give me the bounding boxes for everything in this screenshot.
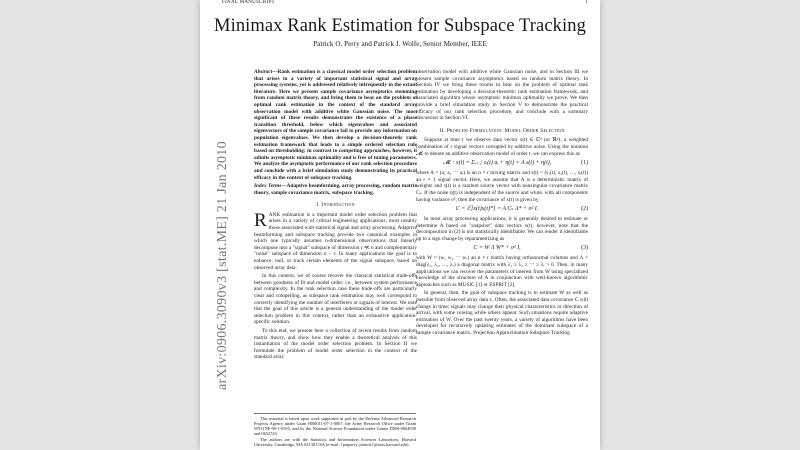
intro-paragraph-2: In this context, we of course recover the classical statistical trade-offs between goodness of fit and model order; i.e., between system performance and complexity. In the rank selection case these trade-offs are particularly clear and compelling, as subspace rank estimation may well correspond to correctly identifying the number of interferers or signals of interest. We note that the goal of this article is a general understanding of the model order selection problem in this context, rather than an exhaustive application-specific solution. xyxy=(254,273,417,326)
index-terms xyxy=(254,183,417,196)
left-column xyxy=(254,69,417,363)
equation-1-body: 𝓜ᵣ : x(t) = Σᵢ₌₁ʳ sᵢ(t) aᵢ + η(t) = A s(t) + η(t), xyxy=(442,160,552,167)
dropcap: R xyxy=(254,209,267,231)
section-heading-introduction: I. Introduction xyxy=(316,202,355,209)
abstract-text: —Rank estimation is a classical model order selection problem that arises in a variety of important statistical signal and array processing systems, yet is addressed relatively infrequently in the extant literature. Here we present sample covariance asymptotics stemming from random matrix theory, and bring them to bear on the problem of optimal rank estimation in the context of the standard array observation model with additive white Gaussian noise. The most significant of these results demonstrates the existence of a phase transition threshold, below which eigenvalues and associated eigenvectors of the sample covariance fail to provide any information on population eigenvalues. We then develop a decision-theoretic rank estimation framework that leads to a simple ordered selection rule based on thresholding; in contrast to competing approaches, however, it admits asymptotic minimax optimality and is free of tuning parameters. We analyze the asymptotic performance of our rank selection procedure and conclude with a brief simulation study demonstrating its practical efficacy in the context of subspace tracking. xyxy=(254,69,417,181)
section-heading-problem-formulation: II. Problem Formulation: Model Order Selection xyxy=(439,127,565,134)
right-paragraph-5: In general, then, the goal of subspace tracking is to estimate W as well as possible from observed array data x. Often, the associated data covariance C will change in time; signals may change their physical characteristics or direction of arrival, with some ceasing while others appear. Such situations require adaptive estimation of W. Over the past twenty years, a variety of algorithms have been developed for recursively updating estimates of the dominant subspace of a sample covariance matrix. Projection Approximation Subspace Tracking xyxy=(416,290,588,336)
right-paragraph-1: Suppose at time t we observe data vector x(t) ∈ ℂⁿ (or ℝⁿ), a weighted combination of r signal vectors corrupted by additive noise. Using the notation 𝓜ᵣ to denote an additive observation model of order r, we can express this as xyxy=(416,137,588,157)
right-column xyxy=(416,69,588,339)
equation-1-number: (1) xyxy=(581,160,588,167)
equation-1 xyxy=(416,160,588,167)
equation-2-number: (2) xyxy=(581,206,588,213)
abstract xyxy=(254,69,417,181)
equation-2 xyxy=(416,206,588,213)
viewer-background-right xyxy=(600,0,800,450)
abstract-lead: Abstract xyxy=(254,69,273,75)
intro-paragraph-1 xyxy=(254,209,417,271)
paper-authors: Patrick O. Perry and Patrick J. Wolfe, Senior Member, IEEE xyxy=(313,40,487,48)
right-paragraph-4: with W = (w₁ w₂ ⋯ wᵣ) an n × r matrix having orthonormal columns and Λ = diag(λ₁, λ₂, …, λᵣ) a diagonal matrix with λ₁ ≥ λ₂ ≥ ⋯ ≥ λᵣ > 0. Then, in many applications we can recover the parameters of interest from W using specialized knowledge of the structure of A in conjunction with well-known algorithmic approaches such as MUSIC [1] or ESPRIT [2]. xyxy=(416,255,588,288)
right-paragraph-0: observation model with additive white Gaussian noise, and in Section III we present sample covariance asymptotics based on random matrix theory. In Section IV we bring these results to bear on the problem of optimal rank estimation by developing a decision-theoretic rank estimation framework, and associated algorithm whose asymptotic minimax optimality we prove. We then provide a brief simulation study in Section V to demonstrate the practical efficacy of our rank selection procedure, and conclude with a summary discussion in Section VI. xyxy=(416,69,588,122)
equation-3 xyxy=(416,245,588,252)
footnote-funding: This material is based upon work supported in part by the Defense Advanced Research Projects Agency under Grant HR0011-07-1-0007, the Army Research Office under Grant W911NF-09-1-0555, and by the National Science Foundation under Grants DMS-0604939 and 0652743. xyxy=(254,416,416,436)
index-terms-lead: Index Terms xyxy=(254,183,282,190)
footnote-affiliation: The authors are with the Statistics and Information Sciences Laboratory, Harvard University, Cambridge, MA 02138 USA (e-mail: {patperry, patrick}@seas.harvard.edu). xyxy=(254,437,416,447)
index-terms-text: —Adaptive beamforming, array processing, random matrix theory, sample covariance matrix, subspace tracking. xyxy=(254,183,417,196)
equation-3-body: C = W Λ W* + σ² I, xyxy=(473,245,521,252)
intro-paragraph-1-text: ANK estimation is a important model order selection problem that arises in a variety of critical engineering applications, most notably those associated with statistical signal and array processing. Adaptive beamforming and subspace tracking provide two canonical examples in which one typically assumes n-dimensional observations that linearly decompose into a "signal" subspace of dimension r ≪ n and complementary "noise" subspace of dimension n − r. In many applications the goal is to enhance, null, or track certain elements of the signal subspace, based on observed array data. xyxy=(254,211,417,271)
equation-2-body: C = 𝔼[x(t)x(t)*] = A Cₛ A* + σ² I. xyxy=(455,206,539,213)
intro-paragraph-3: To this end, we present here a collection of recent results from random matrix theory, and show how they enable a theoretical analysis of this instantiation of the model order selection problem. In Section II we formulate the problem of model order selection in the context of the standard array xyxy=(254,327,417,361)
paper-page xyxy=(200,0,600,450)
page-number: 1 xyxy=(585,0,588,5)
right-paragraph-3: In most array processing applications, it is generally desired to estimate or determine A based on "snapshot" data vectors x(t); however, note that the decomposition in (2) is not statistically identifiable. We can render it identifiable up to a sign change by reparametrizing as xyxy=(416,216,588,242)
arxiv-stamp: arXiv:0906.3090v3 [stat.ME] 21 Jan 2010 xyxy=(215,141,230,390)
footnote xyxy=(254,413,416,448)
right-paragraph-2: where A = (a₁ a₂ ⋯ aᵣ) is an n × r mixing matrix and s(t) = (s₁(t), s₂(t), …, sᵣ(t)) an r × 1 signal vector. Here, we assume that A is a deterministic matrix of weights and s(t) is a random source vector with nonsingular covariance matrix Cₛ. If the noise η(t) is independent of the source and white, with all components having variance σ², then the covariance of x(t) is given by xyxy=(416,170,588,203)
equation-3-number: (3) xyxy=(581,245,588,252)
viewer-background-left xyxy=(0,0,200,450)
paper-title: Minimax Rank Estimation for Subspace Tracking xyxy=(214,16,586,36)
running-head: FINAL MANUSCRIPT xyxy=(222,0,275,5)
